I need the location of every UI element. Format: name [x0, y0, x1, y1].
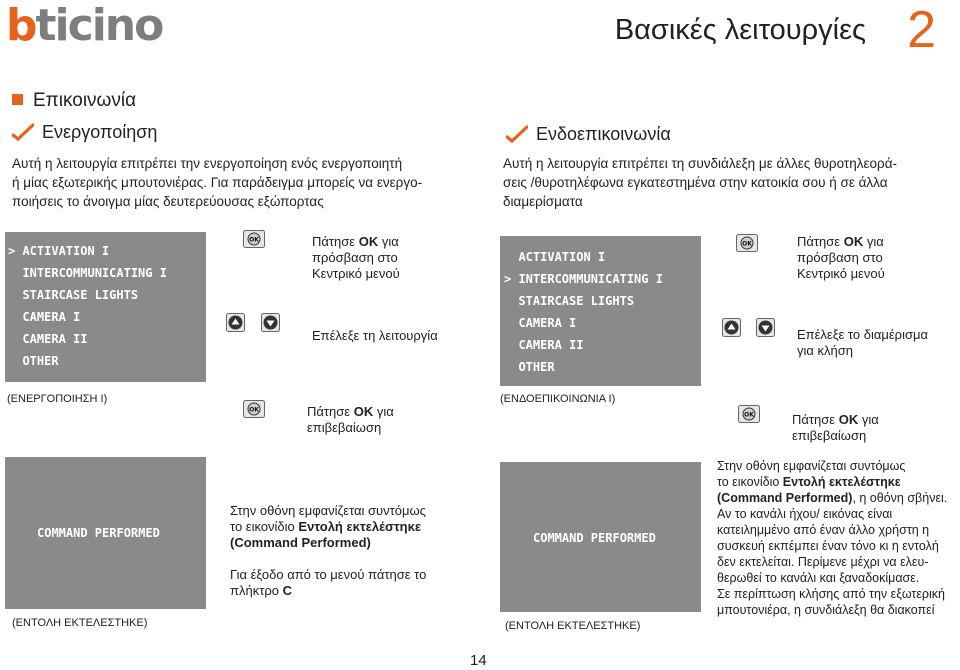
logo-letter-b: b — [6, 0, 36, 51]
note-text: Κεντρικό μενού — [797, 266, 885, 281]
menu-item: OTHER — [504, 360, 555, 374]
ok-button-icon — [243, 230, 265, 248]
note-text: Επέλεξε το διαμέρισμα — [797, 327, 928, 342]
menu-item: > ACTIVATION I — [8, 244, 110, 258]
left-press-ok-menu — [312, 234, 400, 282]
menu-item: ACTIVATION I — [504, 250, 606, 264]
menu-item: CAMERA I — [504, 316, 577, 330]
screen-message: COMMAND PERFORMED — [37, 526, 160, 540]
menu-item: CAMERA I — [8, 310, 81, 324]
desc-bold: (Command Performed) — [717, 491, 853, 505]
menu-item: STAIRCASE LIGHTS — [504, 294, 635, 308]
right-press-ok-confirm — [792, 412, 879, 444]
note-key: OK — [843, 234, 864, 249]
desc-text: το εικονίδιο — [717, 475, 783, 489]
desc-line: Στην οθόνη εμφανίζεται συντόμως — [230, 503, 426, 518]
menu-item: > INTERCOMMUNICATING I — [504, 272, 663, 286]
desc-line: θερωθεί το κανάλι και ξαναδοκίμασε. — [717, 571, 920, 585]
desc-text: το εικονίδιο — [230, 519, 299, 534]
left-intro-line: ποιήσεις το άνοιγμα μίας δευτερεύουσας εξώπορτας — [12, 194, 324, 209]
note-text: για — [858, 412, 879, 427]
svg-text:OK: OK — [249, 406, 259, 414]
left-caption-bottom: (ΕΝΤΟΛΗ ΕΚΤΕΛΕΣΤΗΚΕ) — [12, 617, 148, 629]
left-heading-text: Ενεργοποίηση — [42, 122, 158, 142]
desc-bold: (Command Performed) — [230, 535, 371, 550]
arrow-up-button-icon — [722, 318, 741, 337]
screen-message: COMMAND PERFORMED — [533, 531, 656, 545]
ok-button-icon — [243, 400, 265, 418]
note-text: για — [378, 234, 399, 249]
svg-text:OK: OK — [744, 411, 754, 419]
right-intro — [503, 154, 897, 211]
bullet-square-icon — [12, 94, 23, 105]
left-intro-line: Αυτή η λειτουργία επιτρέπει την ενεργοποίηση ενός ενεργοποιητή — [12, 156, 403, 171]
check-icon — [506, 125, 528, 143]
svg-text:OK: OK — [249, 236, 259, 244]
section-title-text: Επικοινωνία — [33, 90, 137, 111]
desc-line: δεν εκτελείται. Περίμενε μέχρι να ελευ- — [717, 555, 929, 569]
right-intro-line: Αυτή η λειτουργία επιτρέπει τη συνδιάλεξη με άλλες θυροτηλεορά- — [503, 156, 898, 171]
left-intro-line: ή μίας εξωτερικής μπουτονιέρας. Για παράδειγμα μπορείς να ενεργο- — [12, 175, 423, 190]
section-title — [12, 90, 136, 112]
desc-line: μπουτονιέρα, η συνδιάλεξη θα διακοπεί — [717, 603, 935, 617]
chapter-number: 2 — [907, 1, 936, 59]
arrow-up-button-icon — [226, 313, 245, 332]
right-intro-line: σεις /θυροτηλέφωνα εγκατεστημένα στην κατοικία σου ή σε άλλα — [503, 175, 888, 190]
note-key: OK — [838, 412, 859, 427]
note-key: OK — [353, 404, 374, 419]
right-press-ok-menu — [797, 234, 885, 282]
note-text: για — [373, 404, 394, 419]
desc-bold: Εντολή εκτελέστηκε — [298, 519, 422, 534]
arrow-down-button-icon — [756, 318, 775, 337]
desc-line: Στην οθόνη εμφανίζεται συντόμως — [717, 459, 906, 473]
left-caption-top: (ΕΝΕΡΓΟΠΟΙΗΣΗ I) — [7, 393, 108, 405]
svg-text:OK: OK — [742, 240, 752, 248]
left-select-function: Επέλεξε τη λειτουργία — [312, 328, 438, 343]
note-text: Πάτησε — [307, 404, 354, 419]
ok-button-icon — [736, 234, 758, 252]
desc-bold: Εντολή εκτελέστηκε — [782, 475, 901, 489]
menu-item: CAMERA II — [8, 332, 88, 346]
note-text: πρόσβαση στο — [797, 250, 883, 265]
right-heading — [506, 124, 671, 145]
right-caption-bottom: (ΕΝΤΟΛΗ ΕΚΤΕΛΕΣΤΗΚΕ) — [505, 620, 641, 632]
desc-line: Αν το κανάλι ήχου/ εικόνας είναι — [717, 507, 893, 521]
page-number: 14 — [470, 652, 487, 669]
note-text: επιβεβαίωση — [792, 428, 867, 443]
note-text: για — [863, 234, 884, 249]
bticino-logo — [6, 0, 163, 51]
menu-item: OTHER — [8, 354, 59, 368]
check-icon — [12, 123, 34, 141]
logo-text: ticino — [35, 0, 163, 51]
desc-text: πλήκτρο — [230, 583, 283, 598]
desc-line: κατειλημμένο από έναν άλλο χρήστη η — [717, 523, 930, 537]
desc-line: Για έξοδο από το μενού πάτησε το — [230, 567, 427, 582]
note-key: OK — [358, 234, 379, 249]
left-menu-screen — [5, 232, 206, 382]
right-caption-top: (ΕΝΔΟΕΠΙΚΟΙΝΩΝΙΑ I) — [500, 393, 616, 405]
right-heading-text: Ενδοεπικοινωνία — [536, 124, 671, 144]
desc-line: συσκευή εκπέμπει έναν τόνο κι η εντολή — [717, 539, 939, 553]
note-text: Πάτησε — [797, 234, 844, 249]
menu-item: INTERCOMMUNICATING I — [8, 266, 167, 280]
left-press-ok-confirm — [307, 404, 394, 436]
right-description — [717, 458, 947, 618]
note-text: Κεντρικό μενού — [312, 266, 400, 281]
right-intro-line: διαμερίσματα — [503, 194, 583, 209]
arrow-down-button-icon — [261, 313, 280, 332]
note-text: για κλήση — [797, 343, 853, 358]
desc-text: , η οθόνη σβήνει. — [852, 491, 948, 505]
right-menu-screen — [500, 236, 701, 386]
right-command-screen — [500, 462, 701, 612]
note-text: Πάτησε — [792, 412, 839, 427]
left-intro — [12, 154, 422, 211]
note-text: Πάτησε — [312, 234, 359, 249]
page-title: Βασικές λειτουργίες — [614, 14, 866, 46]
note-text: επιβεβαίωση — [307, 420, 382, 435]
left-command-screen — [5, 457, 206, 609]
menu-item: STAIRCASE LIGHTS — [8, 288, 139, 302]
menu-item: CAMERA II — [504, 338, 584, 352]
desc-bold: C — [282, 583, 292, 598]
left-heading — [12, 122, 157, 143]
ok-button-icon — [738, 405, 760, 423]
right-select-apartment — [797, 327, 928, 359]
left-description — [230, 503, 426, 599]
desc-line: Σε περίπτωση κλήσης από την εξωτερική — [717, 587, 945, 601]
note-text: πρόσβαση στο — [312, 250, 398, 265]
